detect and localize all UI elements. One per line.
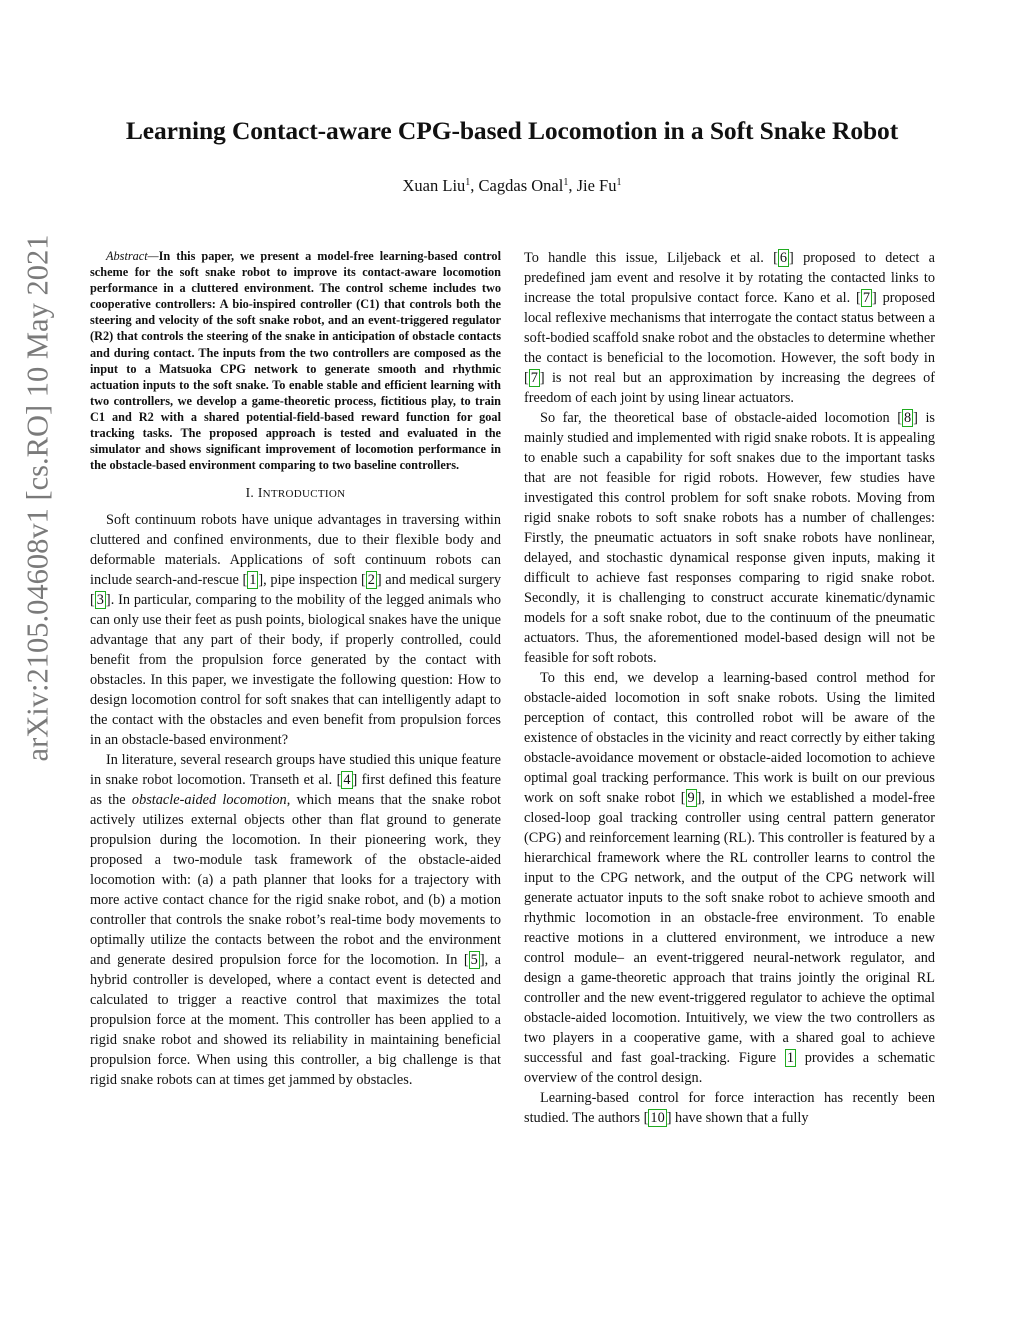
figure-link[interactable]: 1 <box>786 1050 795 1066</box>
emphasized-term: obstacle-aided locomotion <box>131 792 287 809</box>
paragraph-text: Learning-based control for force interaction has recently been studied. The authors <box>524 1090 935 1126</box>
abstract-text: In this paper, we present a model-free learning-based control scheme for the soft snake robot to improve its contact-aware locomotion performance in a cluttered environment. The control scheme includes two cooperative controllers: A bio-inspired controller (C1) that controls both the steering and velocity of the soft snake robot, and an event-triggered regulator (R2) that controls the steering of the snake in anticipation of obstacle contacts and during contact. The inputs from the two controllers are composed as the input to a Matsuoka CPG network to generate smooth and rhythmic actuation inputs to the soft snake. To enable stable and efficient learning with two controllers, we develop a game-theoretic process, fictitious play, to train C1 and R2 with a shared potential-field-based reward function for goal tracking tasks. The proposed approach is tested and evaluated in the simulator and shows significant improvement of locomotion performance in the obstacle-based environment comparing to two baseline controllers. <box>90 249 501 473</box>
citation-link[interactable]: 8 <box>903 410 912 426</box>
paragraph-text: , in which we established a model-free closed-loop goal tracking controller using central pattern generator (CPG) and reinforcement learning (RL). This controller is featured by a hierarchical framework where the RL controller learns to control the input to the CPG network, and the output of the CPG network will generate actuator inputs to the soft snake robot to achieve smooth and rhythmic locomotion in an obstacle-free environment. To enable reactive motions in a cluttered environment, we introduce a new control module– an event-triggered neural-network regulator, and design a game-theoretic approach that trains jointly the original RL controller and the new event-triggered regulator to achieve the optimal obstacle-aided locomotion. Intuitively, we view the two controllers as two players in a cooperative game, with a shared goal to achieve successful and fast goal-tracking. Figure <box>524 790 935 1066</box>
citation-link[interactable]: 5 <box>470 952 478 969</box>
section-heading-introduction <box>90 483 501 504</box>
left-column <box>90 248 501 1090</box>
paragraph-text: proposed local reflexive mechanisms that interrogate the contact status between a soft-bodied scaffold snake robot and the obstacles to determine whether the contact is beneficial to the locomotion. However, the soft body in <box>524 290 935 366</box>
paragraph-text: . In particular, comparing to the mobility of the legged animals who can only use their feet as push points, biological snakes have the unique advantage that any part of their body, if properly controlled, could benefit from the propulsion force generated by the contact with obstacles. In this paper, we investigate the following question: How to design locomotion control for soft snakes that can intelligently adapt to the contact with the obstacles and even benefit from propulsion forces in an obstacle-based environment? <box>90 592 501 749</box>
paragraph-text: , pipe inspection <box>263 572 361 589</box>
arxiv-id-text: arXiv:2105.04608v1 [cs.RO] 10 May 2021 <box>20 234 55 762</box>
paragraph-text: , which means that the snake robot actively utilizes external objects other than flat ground to generate propulsion during the locomotion. In their pioneering work, they proposed a two-module task framework of the obstacle-aided locomotion with: (a) a path planner that looks for a trajectory with more active contact chance for the rigid snake robot, and (b) a motion controller that controls the snake robot’s real-time body movements to optimally utilize the contacts between the robot and the environment and generate desired propulsion force for the locomotion. In <box>90 792 501 969</box>
paragraph-text: is mainly studied and implemented with rigid snake robots. It is appealing to enable such a capability for soft snakes due to the important tasks that are not feasible for rigid robots. However, few studies have investigated this control problem for soft snake robots. Moving from rigid snake robots to soft snake robots has a number of challenges: Firstly, the pneumatic actuators in soft snake robots have nonlinear, delayed, and stochastic dynamical response given inputs, making it difficult to achieve fast responses comparing to rigid snake robot. Secondly, it is challenging to construct accurate kinematic/dynamic models for a soft snake robot, due to the continuum of the pneumatic actuators. Thus, the aforementioned model-based design will not be feasible for soft robots. <box>524 410 935 666</box>
paragraph: To handle this issue, Liljeback et al. [ 6 ] proposed to detect a predefined jam event and resolve it by rotating the contacted links to increase the total propulsive contact force. Kano et al. [ 7 ] proposed local reflexive mechanisms that interrogate the contact status between a soft-bodied scaffold snake robot and the obstacles to determine whether the contact is beneficial to the locomotion. However, the soft body in [ 7 ] is not real but an approximation by increasing the degrees of freedom of each joint by using linear actuators. <box>524 250 935 406</box>
citation-link[interactable]: 7 <box>862 290 870 306</box>
paragraph-text: , a hybrid controller is developed, where a contact event is detected and calculated to trigger a reactive control that maximizes the total propulsion force at the moment. This controller has been applied to a rigid snake robot and showed its reliability in maintaining beneficial propulsion force. When using this controller, a big challenge is that rigid snake robots can at times get jammed by obstacles. <box>90 952 501 1089</box>
section-title-initial: I <box>257 485 263 501</box>
paragraph-text: and medical surgery <box>381 572 501 589</box>
abstract <box>90 248 501 473</box>
paragraph: Learning-based control for force interaction has recently been studied. The authors [ 10 ] have shown that a fully <box>524 1090 935 1126</box>
paragraph: In literature, several research groups have studied this unique feature in snake robot locomotion. Transeth et al. [ 4 ] first defined this feature as the obstacle-aided locomotion, which means that the snake robot actively utilizes external objects other than flat ground to generate propulsion during the locomotion. In their pioneering work, they proposed a two-module task framework of the obstacle-aided locomotion with: (a) a path planner that looks for a trajectory with more active contact chance for the rigid snake robot, and (b) a motion controller that controls the snake robot’s real-time body movements to optimally utilize the contacts between the robot and the environment and generate desired propulsion force for the locomotion. In [ 5 ], a hybrid controller is developed, where a contact event is detected and calculated to trigger a reactive control that maximizes the total propulsion force at the moment. This controller has been applied to a rigid snake robot and showed its reliability in maintaining beneficial propulsion force. When using this controller, a big challenge is that rigid snake robots can at times get jammed by obstacles. <box>90 752 501 1089</box>
citation-link[interactable]: 4 <box>343 772 351 789</box>
paragraph-text: is not real but an approximation by increasing the degrees of freedom of each joint by using linear actuators. <box>524 370 935 406</box>
affiliation-mark: 1 <box>465 177 471 188</box>
affiliation-mark: 1 <box>563 177 569 188</box>
paragraph-text: provides a schematic overview of the control design. <box>524 1050 935 1086</box>
arxiv-identifier <box>8 38 68 958</box>
paragraph-text: proposed to detect a predefined jam event and resolve it by rotating the contacted links to increase the total propulsive contact force. Kano et al. <box>524 250 935 306</box>
author-name: Cagdas Onal <box>478 176 564 195</box>
section-numeral: I. <box>245 485 255 501</box>
paragraph-text: In literature, several research groups have studied this unique feature in snake robot locomotion. Transeth et al. <box>90 752 501 789</box>
affiliation-mark: 1 <box>616 177 622 188</box>
abstract-dash: — <box>147 249 159 263</box>
paragraph-text: So far, the theoretical base of obstacle-aided locomotion <box>540 410 898 426</box>
paragraph-text: have shown that a fully <box>671 1110 809 1126</box>
citation-link[interactable]: 1 <box>249 572 257 589</box>
paragraph-text: To handle this issue, Liljeback et al. <box>524 250 774 266</box>
right-column <box>524 248 935 1128</box>
paragraph-text: first defined this feature as the <box>90 772 501 809</box>
paper-title: Learning Contact-aware CPG-based Locomotion in a Soft Snake Robot <box>125 116 899 145</box>
citation-link[interactable]: 10 <box>650 1110 665 1126</box>
author-separator: , <box>470 176 479 195</box>
paragraph-text: To this end, we develop a learning-based control method for obstacle-aided locomotion in soft snake robots. Using the limited perception of contact, this controlled robot will be aware of the existence of obstacles in the vicinity and react correctly by either taking obstacle-avoidance movement or obstacle-aided locomotion to achieve optimal goal tracking performance. This work is built on our previous work on soft snake robot <box>524 670 935 806</box>
citation-link[interactable]: 2 <box>367 572 375 589</box>
citation-link[interactable]: 3 <box>96 592 104 609</box>
citation-link[interactable]: 7 <box>530 370 538 386</box>
author-list <box>60 176 964 196</box>
abstract-heading: Abstract <box>106 249 148 263</box>
author-separator: , <box>568 176 577 195</box>
section-title-rest: NTRODUCTION <box>262 488 346 501</box>
citation-link[interactable]: 9 <box>687 790 695 806</box>
author-name: Jie Fu <box>576 176 617 195</box>
author-name: Xuan Liu <box>402 176 466 195</box>
paragraph: So far, the theoretical base of obstacle-aided locomotion [ 8 ] is mainly studied and implemented with rigid snake robots. It is appealing to enable such a capability for soft snakes due to the important tasks that are not feasible for rigid robots. However, few studies have investigated this control problem for soft snake robots. Moving from rigid snake robots to soft snake robots has a number of challenges: Firstly, the pneumatic actuators in soft snake robots have nonlinear, delayed, and stochastic dynamical response given inputs, making it difficult to achieve fast responses comparing to rigid snake robot. Secondly, it is challenging to construct accurate kinematic/dynamic models for a soft snake robot, due to the continuum of the pneumatic actuators. Thus, the aforementioned model-based design will not be feasible for soft robots. <box>524 410 935 666</box>
paragraph: Soft continuum robots have unique advantages in traversing within cluttered and confined environments, due to their flexible body and deformable materials. Applications of soft continuum robots can include search-and-rescue [ 1 ], pipe inspection [ 2 ] and medical surgery [ 3 ]. In particular, comparing to the mobility of the legged animals who can only use their feet as push points, biological snakes have the unique advantage that any part of their body, if properly controlled, could benefit from the propulsion force generated by the contact with obstacles. In this paper, we investigate the following question: How to design locomotion control for soft snakes that can intelligently adapt to the contact with the obstacles and even benefit from propulsion forces in an obstacle-based environment? <box>90 512 501 749</box>
paragraph-text: Soft continuum robots have unique advantages in traversing within cluttered and confined environments, due to their flexible body and deformable materials. Applications of soft continuum robots can include search-and-rescue <box>90 512 501 589</box>
citation-link[interactable]: 6 <box>779 250 788 266</box>
paragraph: To this end, we develop a learning-based control method for obstacle-aided locomotion in soft snake robots. Using the limited perception of contact, this controlled robot will be aware of the existence of obstacles in the vicinity and react correctly by either taking obstacle-avoidance movement or obstacle-aided locomotion to achieve optimal goal tracking performance. This work is built on our previous work on soft snake robot [ 9 ], in which we established a model-free closed-loop goal tracking controller using central pattern generator (CPG) and reinforcement learning (RL). This controller is featured by a hierarchical framework where the RL controller learns to control the input to the CPG network, and the output of the CPG network will generate actuator inputs to the soft snake robot to achieve smooth and rhythmic locomotion in an obstacle-free environment. To enable reactive motions in a cluttered environment, we introduce a new control module– an event-triggered neural-network regulator, and design a game-theoretic approach that trains jointly the original RL controller and the new event-triggered regulator to achieve the optimal obstacle-aided locomotion. Intuitively, we view the two controllers as two players in a cooperative game, with a shared goal to achieve successful and fast goal-tracking. Figure 1 provides a schematic overview of the control design. <box>524 670 935 1086</box>
